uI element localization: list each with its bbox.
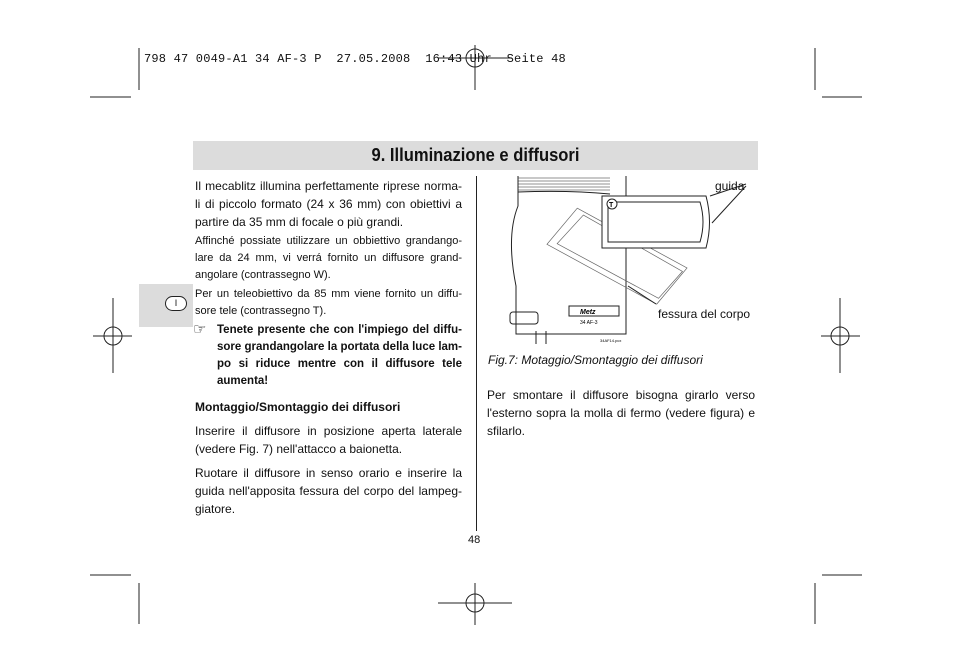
note-block xyxy=(195,322,462,390)
paragraph-intro: Il mecablitz illumina perfettamente riprese norma-li di piccolo formato (24 x 36 mm) con obiettivi a partire da 35 mm di focale o più grandi. xyxy=(195,179,462,229)
figure-caption: Fig.7: Motaggio/Smontaggio dei diffusori xyxy=(488,353,703,367)
drawing-code: 34AF14.pcx xyxy=(600,338,622,343)
note-text: Tenete presente che con l'impiego del diffu-sore grandangolare la portata della luce lam-po si riduce mentre con il diffusore tele aumenta! xyxy=(217,324,462,387)
page-number: 48 xyxy=(468,534,481,546)
paragraph-removal: Per smontare il diffusore bisogna girarlo verso l'esterno sopra la molla di fermo (vedere figura) e sfilarlo. xyxy=(487,388,755,438)
paragraph-tele: Per un teleobiettivo da 85 mm viene fornito un diffu-sore tele (contrassegno T). xyxy=(195,288,462,317)
section-title-bar xyxy=(193,141,758,170)
subheading-mounting: Montaggio/Smontaggio dei diffusori xyxy=(195,400,401,414)
paragraph-rotate: Ruotare il diffusore in senso orario e inserire la guida nell'apposita fessura del corpo del lampeg-giatore. xyxy=(195,466,462,516)
left-column xyxy=(195,177,462,520)
model-text: 34 AF-3 xyxy=(580,320,598,326)
paragraph-insert: Inserire il diffusore in posizione aperta laterale (vedere Fig. 7) nell'attacco a baionetta. xyxy=(195,424,462,456)
pointing-hand-icon: ☞ xyxy=(193,321,207,338)
label-guida: guida xyxy=(715,179,745,193)
language-tab xyxy=(139,284,193,327)
language-tab-label: I xyxy=(165,296,187,311)
diffuser-mark: T xyxy=(609,202,614,209)
label-fessura: fessura del corpo xyxy=(658,307,751,321)
column-divider xyxy=(476,176,477,531)
brand-mark: Metz xyxy=(580,309,596,316)
section-title: 9. Illuminazione e diffusori xyxy=(371,145,580,165)
paragraph-wide-angle: Affinché possiate utilizzare un obbiettivo grandango-lare da 24 mm, vi verrá fornito un diffusore grand-angolare (contrassegno W). xyxy=(195,235,462,281)
print-slug-line: 798 47 0049-A1 34 AF-3 P 27.05.2008 16:43 Uhr Seite 48 xyxy=(144,52,566,66)
